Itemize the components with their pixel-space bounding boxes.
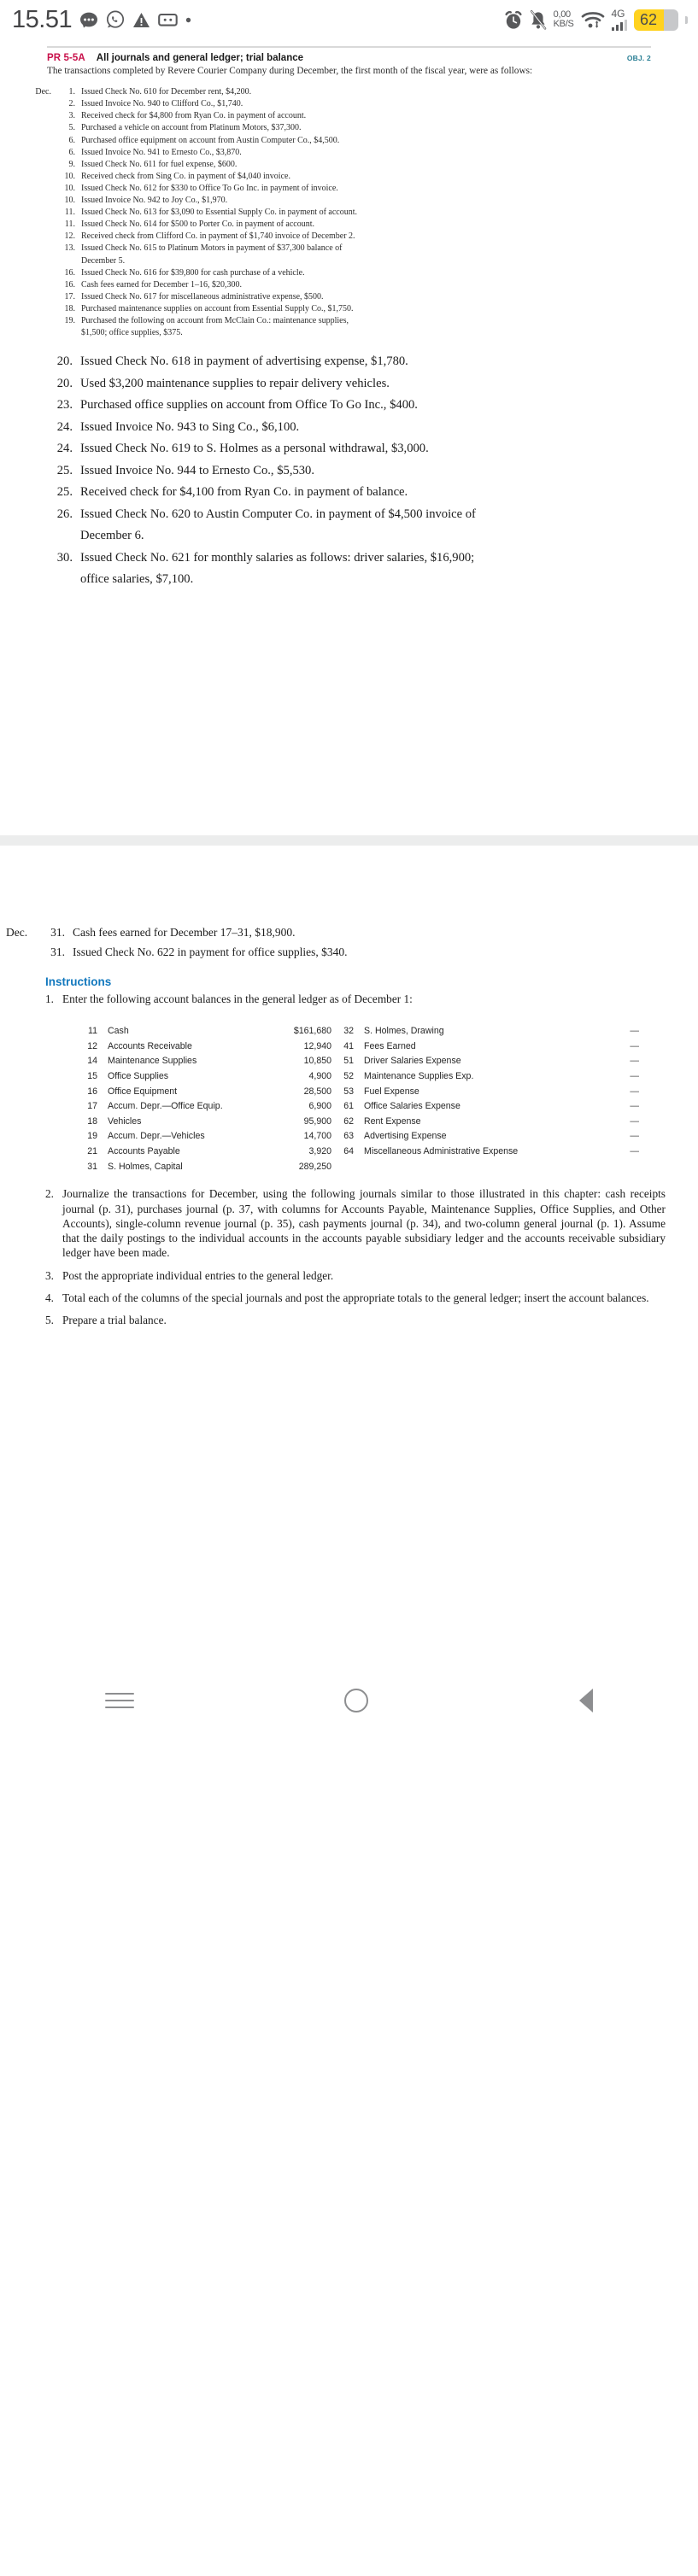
transaction-row bbox=[0, 267, 698, 279]
account-balance: 10,850 bbox=[303, 1056, 331, 1067]
account-name: Office Supplies bbox=[108, 1071, 169, 1082]
transaction-day: 6. bbox=[68, 147, 75, 157]
transaction-list-small bbox=[0, 86, 698, 339]
transaction-day: 13. bbox=[64, 243, 75, 254]
account-row bbox=[331, 1145, 639, 1160]
transaction-text: Issued Check No. 612 for $330 to Office To Go Inc. in payment of invoice. bbox=[81, 183, 338, 193]
account-row bbox=[75, 1085, 331, 1100]
transaction-month bbox=[22, 122, 55, 134]
account-balance: — bbox=[630, 1101, 639, 1112]
transaction-text-continued: office salaries, $7,100. bbox=[80, 572, 194, 587]
whatsapp-icon bbox=[106, 10, 125, 29]
account-balance: 3,920 bbox=[308, 1146, 331, 1157]
transaction-row bbox=[0, 482, 698, 504]
transaction-day: 25. bbox=[56, 463, 73, 477]
account-number: 63 bbox=[343, 1131, 354, 1142]
sms-icon bbox=[158, 12, 178, 27]
transaction-day: 6. bbox=[68, 135, 75, 145]
transaction-row bbox=[0, 135, 698, 147]
account-number: 18 bbox=[87, 1115, 97, 1127]
transaction-day: 9. bbox=[68, 159, 75, 169]
transaction-text: Issued Check No. 617 for miscellaneous administrative expense, $500. bbox=[81, 291, 324, 302]
account-row bbox=[75, 1069, 331, 1085]
account-balance: — bbox=[630, 1146, 639, 1157]
transaction-text: Issued Check No. 619 to S. Holmes as a personal withdrawal, $3,000. bbox=[80, 442, 429, 456]
account-balance: — bbox=[630, 1131, 639, 1142]
transaction-row bbox=[0, 395, 698, 417]
transaction-month bbox=[22, 110, 55, 122]
transaction-day: 19. bbox=[64, 315, 75, 325]
transaction-day: 1. bbox=[68, 87, 75, 97]
instruction-number: 1. bbox=[45, 992, 54, 1005]
transaction-text: Issued Invoice No. 942 to Joy Co., $1,970. bbox=[81, 196, 228, 206]
transaction-day: 5. bbox=[68, 123, 75, 133]
problem-header bbox=[47, 53, 651, 63]
account-number: 62 bbox=[343, 1115, 354, 1127]
transaction-day: 2. bbox=[68, 99, 75, 109]
network-speed-value: 0,00 bbox=[553, 9, 571, 20]
account-number: 53 bbox=[343, 1086, 354, 1097]
transaction-month bbox=[22, 135, 55, 147]
transaction-month bbox=[22, 171, 55, 183]
transaction-text: Received check from Sing Co. in payment of $4,040 invoice. bbox=[81, 171, 290, 181]
account-balance: 12,940 bbox=[303, 1040, 331, 1051]
transaction-text: Received check for $4,800 from Ryan Co. in payment of account. bbox=[81, 111, 307, 121]
instruction-row bbox=[45, 992, 666, 1014]
transaction-month bbox=[22, 243, 55, 255]
objective-badge: OBJ. 2 bbox=[626, 54, 651, 62]
transaction-row bbox=[0, 303, 698, 315]
mute-icon bbox=[530, 10, 547, 30]
recents-button[interactable] bbox=[105, 1688, 134, 1713]
instruction-row bbox=[45, 1313, 666, 1335]
transaction-row bbox=[0, 147, 698, 159]
transaction-month bbox=[22, 315, 55, 327]
transaction-day: 31. bbox=[50, 946, 65, 958]
transaction-day: 12. bbox=[64, 231, 75, 242]
account-row bbox=[75, 1054, 331, 1069]
account-row bbox=[75, 1115, 331, 1130]
document-page-top bbox=[0, 46, 698, 835]
account-row bbox=[75, 1145, 331, 1160]
transaction-day: 11. bbox=[64, 208, 75, 218]
transaction-text: Purchased the following on account from McClain Co.: maintenance supplies, bbox=[81, 315, 349, 325]
instruction-text: Post the appropriate individual entries to the general ledger. bbox=[62, 1268, 334, 1282]
account-name: S. Holmes, Drawing bbox=[364, 1026, 444, 1037]
transaction-row bbox=[0, 417, 698, 439]
account-number: 19 bbox=[87, 1131, 97, 1142]
transaction-month: Dec. bbox=[6, 926, 28, 939]
problem-intro: The transactions completed by Revere Courier Company during December, the first month of the fiscal year, were as follows: bbox=[47, 66, 533, 76]
account-name: Office Salaries Expense bbox=[364, 1101, 460, 1112]
transaction-text-continued: $1,500; office supplies, $375. bbox=[81, 328, 183, 338]
transaction-day: 10. bbox=[64, 183, 75, 193]
transaction-month bbox=[22, 267, 55, 279]
transaction-text: Issued Invoice No. 941 to Ernesto Co., $3,870. bbox=[81, 147, 242, 157]
account-number: 52 bbox=[343, 1071, 354, 1082]
account-balance: — bbox=[630, 1056, 639, 1067]
status-bar bbox=[0, 0, 698, 39]
back-button[interactable] bbox=[579, 1689, 593, 1712]
status-clock: 15.51 bbox=[12, 5, 73, 33]
battery-percent: 62 bbox=[640, 10, 658, 28]
warning-icon bbox=[132, 12, 150, 28]
account-name: Fees Earned bbox=[364, 1040, 416, 1051]
transaction-day: 16. bbox=[64, 279, 75, 290]
instructions-rest bbox=[0, 1186, 698, 1335]
account-balance: 28,500 bbox=[303, 1086, 331, 1097]
account-balance: — bbox=[630, 1026, 639, 1037]
network-speed-unit: KB/S bbox=[553, 19, 574, 29]
transaction-list-large bbox=[0, 351, 698, 591]
account-balance: — bbox=[630, 1040, 639, 1051]
recents-icon bbox=[105, 1688, 134, 1713]
transaction-day: 18. bbox=[64, 303, 75, 313]
transaction-day: 24. bbox=[56, 442, 73, 456]
account-balance: — bbox=[630, 1071, 639, 1082]
transaction-text: Purchased a vehicle on account from Platinum Motors, $37,300. bbox=[81, 123, 302, 133]
messages-icon bbox=[79, 12, 98, 28]
transaction-day: 10. bbox=[64, 196, 75, 206]
account-balance: 95,900 bbox=[303, 1115, 331, 1127]
transaction-day: 20. bbox=[56, 376, 73, 390]
account-row bbox=[331, 1115, 639, 1130]
account-number: 16 bbox=[87, 1086, 97, 1097]
transaction-text: Issued Check No. 613 for $3,090 to Essential Supply Co. in payment of account. bbox=[81, 208, 358, 218]
transaction-text: Cash fees earned for December 17–31, $18,900. bbox=[73, 926, 296, 939]
transaction-text: Issued Check No. 611 for fuel expense, $600. bbox=[81, 159, 238, 169]
transaction-month bbox=[22, 147, 55, 159]
transaction-month bbox=[22, 207, 55, 219]
account-balance: 289,250 bbox=[298, 1161, 331, 1172]
transaction-day: 31. bbox=[50, 926, 65, 939]
transaction-row bbox=[0, 438, 698, 460]
account-name: Maintenance Supplies bbox=[108, 1056, 197, 1067]
transaction-month bbox=[22, 183, 55, 195]
account-number: 51 bbox=[343, 1056, 354, 1067]
header-divider bbox=[47, 46, 651, 48]
wifi-icon bbox=[581, 10, 605, 30]
transaction-row bbox=[0, 122, 698, 134]
transaction-row bbox=[0, 110, 698, 122]
account-number: 17 bbox=[87, 1101, 97, 1112]
transaction-row bbox=[0, 504, 698, 526]
transaction-text-continued: December 5. bbox=[81, 255, 126, 266]
instruction-number: 4. bbox=[45, 1291, 54, 1305]
transaction-list-continued bbox=[0, 922, 698, 962]
transaction-day: 20. bbox=[56, 354, 73, 369]
dot-icon bbox=[185, 17, 191, 23]
account-row bbox=[75, 1024, 331, 1039]
transaction-text: Issued Check No. 618 in payment of advertising expense, $1,780. bbox=[80, 354, 408, 369]
transaction-row bbox=[0, 460, 698, 483]
account-balance: — bbox=[630, 1086, 639, 1097]
account-name: Miscellaneous Administrative Expense bbox=[364, 1146, 519, 1157]
transaction-text: Issued Check No. 616 for $39,800 for cash purchase of a vehicle. bbox=[81, 267, 305, 278]
instruction-1-wrap bbox=[0, 992, 698, 1174]
transaction-row bbox=[0, 243, 698, 255]
account-row bbox=[75, 1129, 331, 1145]
transaction-month bbox=[22, 279, 55, 291]
transaction-text: Purchased maintenance supplies on account from Essential Supply Co., $1,750. bbox=[81, 303, 354, 313]
account-name: Cash bbox=[108, 1026, 129, 1037]
account-row bbox=[331, 1024, 639, 1039]
transaction-text: Issued Invoice No. 944 to Ernesto Co., $5,530. bbox=[80, 463, 315, 477]
account-row bbox=[75, 1099, 331, 1115]
transaction-row bbox=[0, 373, 698, 395]
transaction-text-continued: December 6. bbox=[80, 529, 144, 543]
transaction-text: Issued Check No. 620 to Austin Computer Co. in payment of $4,500 invoice of bbox=[80, 506, 476, 521]
transaction-row bbox=[0, 159, 698, 171]
battery-tip-icon bbox=[685, 16, 688, 24]
transaction-month bbox=[22, 195, 55, 207]
transaction-text: Purchased office supplies on account from Office To Go Inc., $400. bbox=[80, 398, 418, 413]
transaction-row bbox=[0, 183, 698, 195]
transaction-text: Received check for $4,100 from Ryan Co. in payment of balance. bbox=[80, 485, 408, 500]
transaction-month bbox=[22, 291, 55, 303]
transaction-row bbox=[0, 98, 698, 110]
instruction-text: Journalize the transactions for December, using the following journals similar to those illustrated in this chapter: cash receipts journal (p. 31), purchases journal (p. 37, with columns for Accounts Payable, Maintenance Supplies, Office Supplies, and Other Accounts), single-column revenue journal (p. 35), cash payments journal (p. 34), and two-column general journal (p. 1). Assume that the daily postings to the individual accounts in the accounts payable subsidiary ledger and the accounts receivable subsidiary ledger have been made. bbox=[62, 1187, 666, 1260]
account-row bbox=[75, 1039, 331, 1055]
transaction-row bbox=[0, 279, 698, 291]
account-column-left bbox=[75, 1024, 331, 1174]
instruction-row bbox=[45, 1291, 666, 1313]
transaction-day: 24. bbox=[56, 419, 73, 434]
account-name: Accum. Depr.—Office Equip. bbox=[108, 1101, 223, 1112]
account-number: 31 bbox=[87, 1161, 97, 1172]
home-button[interactable] bbox=[344, 1689, 368, 1712]
transaction-day: 23. bbox=[56, 398, 73, 413]
transaction-row bbox=[0, 231, 698, 243]
transaction-row bbox=[0, 942, 698, 962]
transaction-day: 16. bbox=[64, 267, 75, 278]
transaction-month bbox=[22, 231, 55, 243]
transaction-text: Cash fees earned for December 1–16, $20,300. bbox=[81, 279, 242, 290]
instruction-number: 5. bbox=[45, 1314, 54, 1327]
account-name: Accounts Receivable bbox=[108, 1040, 192, 1051]
transaction-row bbox=[0, 351, 698, 373]
instruction-text: Prepare a trial balance. bbox=[62, 1314, 167, 1327]
status-notification-icons bbox=[79, 10, 191, 29]
account-number: 21 bbox=[87, 1146, 97, 1157]
back-icon bbox=[579, 1689, 593, 1712]
transaction-text: Issued Check No. 621 for monthly salaries as follows: driver salaries, $16,900; bbox=[80, 550, 475, 565]
problem-code: PR 5-5A bbox=[47, 53, 85, 63]
account-name: Maintenance Supplies Exp. bbox=[364, 1071, 474, 1082]
account-name: Rent Expense bbox=[364, 1115, 421, 1127]
transaction-row bbox=[0, 291, 698, 303]
transaction-month bbox=[22, 219, 55, 231]
account-name: Advertising Expense bbox=[364, 1131, 447, 1142]
instructions-heading: Instructions bbox=[45, 975, 112, 988]
account-row bbox=[331, 1085, 639, 1100]
mobile-network-label: 4G bbox=[611, 7, 625, 20]
transaction-day: 17. bbox=[64, 291, 75, 302]
account-balance: 6,900 bbox=[308, 1101, 331, 1112]
transaction-day: 10. bbox=[64, 171, 75, 181]
account-number: 61 bbox=[343, 1101, 354, 1112]
account-column-right bbox=[331, 1024, 639, 1174]
account-name: Fuel Expense bbox=[364, 1086, 419, 1097]
instruction-row bbox=[45, 1186, 666, 1268]
account-balance: 14,700 bbox=[303, 1131, 331, 1142]
account-number: 41 bbox=[343, 1040, 354, 1051]
transaction-row bbox=[0, 195, 698, 207]
account-row bbox=[75, 1160, 331, 1175]
transaction-text: Issued Check No. 622 in payment for office supplies, $340. bbox=[73, 946, 348, 958]
account-row bbox=[331, 1054, 639, 1069]
transaction-row bbox=[0, 219, 698, 231]
account-balance: — bbox=[630, 1115, 639, 1127]
account-row bbox=[331, 1099, 639, 1115]
transaction-text: Used $3,200 maintenance supplies to repair delivery vehicles. bbox=[80, 376, 390, 390]
account-balance: $161,680 bbox=[293, 1026, 331, 1037]
alarm-icon bbox=[504, 10, 523, 30]
battery-indicator bbox=[634, 9, 678, 31]
transaction-month: Dec. bbox=[35, 87, 51, 97]
transaction-day: 26. bbox=[56, 506, 73, 521]
account-number: 11 bbox=[88, 1026, 97, 1037]
account-name: S. Holmes, Capital bbox=[108, 1161, 183, 1172]
transaction-row bbox=[0, 207, 698, 219]
transaction-text: Purchased office equipment on account from Austin Computer Co., $4,500. bbox=[81, 135, 340, 145]
transaction-day: 25. bbox=[56, 485, 73, 500]
account-name: Driver Salaries Expense bbox=[364, 1056, 461, 1067]
account-number: 15 bbox=[87, 1071, 97, 1082]
transaction-month bbox=[22, 98, 55, 110]
instruction-row bbox=[45, 1268, 666, 1291]
account-name: Office Equipment bbox=[108, 1086, 178, 1097]
account-row bbox=[331, 1039, 639, 1055]
transaction-day: 11. bbox=[64, 220, 75, 230]
transaction-day: 3. bbox=[68, 111, 75, 121]
transaction-text: Issued Check No. 614 for $500 to Porter Co. in payment of account. bbox=[81, 220, 315, 230]
account-number: 14 bbox=[87, 1056, 97, 1067]
transaction-text: Issued Invoice No. 943 to Sing Co., $6,100. bbox=[80, 419, 300, 434]
transaction-row bbox=[0, 86, 698, 98]
account-name: Accounts Payable bbox=[108, 1146, 180, 1157]
instruction-number: 3. bbox=[45, 1268, 54, 1282]
account-balance: 4,900 bbox=[308, 1071, 331, 1082]
transaction-row bbox=[0, 547, 698, 570]
status-system-icons bbox=[504, 9, 688, 31]
system-navigation-bar bbox=[0, 1671, 698, 1730]
instruction-text: Enter the following account balances in the general ledger as of December 1: bbox=[62, 992, 413, 1005]
page-separator bbox=[0, 835, 698, 846]
account-number: 64 bbox=[343, 1146, 354, 1157]
account-number: 32 bbox=[343, 1026, 354, 1037]
account-row bbox=[331, 1069, 639, 1085]
transaction-text: Issued Invoice No. 940 to Clifford Co., $1,740. bbox=[81, 99, 243, 109]
transaction-text: Received check from Clifford Co. in payment of $1,740 invoice of December 2. bbox=[81, 231, 355, 242]
home-icon bbox=[344, 1689, 368, 1712]
account-name: Vehicles bbox=[108, 1115, 142, 1127]
transaction-row bbox=[0, 922, 698, 942]
mobile-network-indicator bbox=[612, 9, 628, 31]
transaction-row bbox=[0, 315, 698, 327]
transaction-row bbox=[0, 171, 698, 183]
transaction-text: Issued Check No. 610 for December rent, $4,200. bbox=[81, 87, 252, 97]
transaction-month bbox=[22, 159, 55, 171]
transaction-month bbox=[22, 303, 55, 315]
transaction-day: 30. bbox=[56, 550, 73, 565]
network-speed bbox=[554, 10, 574, 30]
account-row bbox=[331, 1129, 639, 1145]
account-name: Accum. Depr.—Vehicles bbox=[108, 1131, 205, 1142]
transaction-text: Issued Check No. 615 to Platinum Motors in payment of $37,300 balance of bbox=[81, 243, 343, 254]
account-number: 12 bbox=[87, 1040, 97, 1051]
signal-icon bbox=[612, 20, 628, 31]
account-balances-table bbox=[0, 1024, 698, 1174]
problem-title: All journals and general ledger; trial balance bbox=[96, 53, 304, 63]
instruction-text: Total each of the columns of the special journals and post the appropriate totals to the general ledger; insert the account balances. bbox=[62, 1291, 649, 1305]
instruction-number: 2. bbox=[45, 1187, 54, 1201]
